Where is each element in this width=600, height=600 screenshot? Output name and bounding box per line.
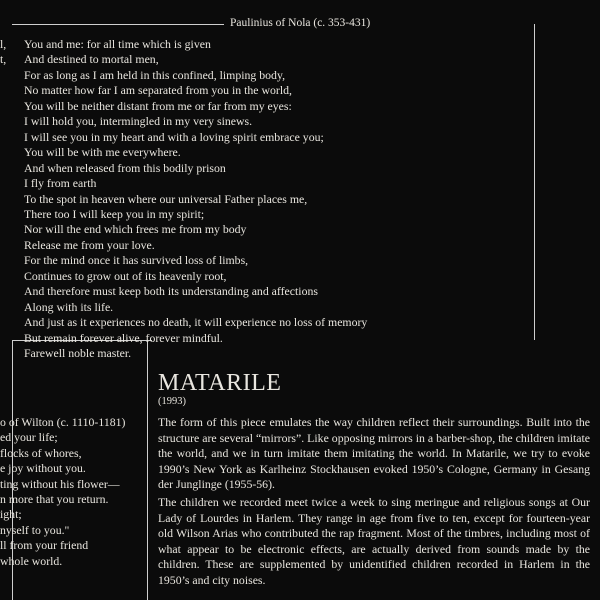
section-title: MATARILE bbox=[158, 370, 282, 396]
poem-line: You and me: for all time which is given bbox=[24, 37, 211, 51]
fragment-line: e joy without you. bbox=[0, 461, 86, 476]
margin-fragment: t, bbox=[0, 52, 7, 67]
body-paragraph: The form of this piece emulates the way children reflect their surroundings. Built into the structure are several “mirrors”. Like opposing mirrors in a barber-shop, the children imitate the world, and we in turn imitate them imitating the world. In Matarile, we try to evoke 1990’s New York as Karlheinz Stockhausen evoked 1950’s Cologne, Germany in Gesang der Junglinge (1955-56). bbox=[158, 415, 590, 491]
poem-line: And destined to mortal men, bbox=[24, 52, 159, 67]
left-poem-fragment bbox=[0, 415, 125, 569]
fragment-line: ed your life; bbox=[0, 430, 58, 445]
fragment-line: n more that you return. bbox=[0, 492, 109, 507]
poem-line: I will see you in my heart and with a loving spirit embrace you; bbox=[24, 129, 324, 144]
poem-line: To the spot in heaven where our universal Father places me, bbox=[24, 191, 308, 206]
poem-line: Farewell noble master. bbox=[24, 346, 132, 361]
body-paragraph: The children we recorded meet twice a week to sing meringue and religious songs at Our Lady of Lourdes in Harlem. They range in age from five to ten, except for fourteen-year old Wilson Arias who contributed the rap fragment. Most of the timbres, including most of what appear to be electronic effects, are actually derived from sounds made by the children. These are supplemented by unidentified children recorded in Harlem in the 1950’s and city noises. bbox=[158, 495, 590, 587]
poem-line: You will be with me everywhere. bbox=[24, 145, 181, 160]
section-year: (1993) bbox=[158, 396, 186, 407]
poem-line: I will hold you, intermingled in my very sinews. bbox=[24, 114, 253, 129]
poem-text bbox=[24, 37, 367, 362]
poem-line: You will be neither distant from me or far from my eyes: bbox=[24, 98, 292, 113]
poem-line: Continues to grow out of its heavenly root, bbox=[24, 268, 227, 283]
fragment-line: nyself to you." bbox=[0, 522, 70, 537]
poem-line: And when released from this bodily prison bbox=[24, 160, 226, 175]
attribution-rule bbox=[12, 24, 224, 25]
poem-line: Along with its life. bbox=[24, 299, 114, 314]
center-divider-line bbox=[147, 340, 148, 600]
poem-line: But remain forever alive, forever mindful. bbox=[24, 330, 223, 345]
margin-fragment: l, bbox=[0, 37, 7, 51]
poem-attribution: Paulinius of Nola (c. 353-431) bbox=[230, 17, 371, 29]
poem-line: No matter how far I am separated from you in the world, bbox=[24, 83, 292, 98]
fragment-line: ting without his flower— bbox=[0, 476, 120, 491]
poem-line: Nor will the end which frees me from my body bbox=[24, 222, 247, 237]
right-frame-line bbox=[534, 24, 535, 340]
poem-line: For as long as I am held in this confined, limping body, bbox=[24, 67, 286, 82]
margin-fragments bbox=[0, 37, 6, 68]
fragment-line: ight; bbox=[0, 507, 22, 522]
fragment-line: o of Wilton (c. 1110-1181) bbox=[0, 415, 126, 429]
fragment-line: ll from your friend bbox=[0, 538, 89, 553]
poem-line: I fly from earth bbox=[24, 176, 97, 191]
fragment-line: whole world. bbox=[0, 553, 63, 568]
poem-line: And just as it experiences no death, it will experience no loss of memory bbox=[24, 315, 368, 330]
poem-line: And therefore must keep both its understanding and affections bbox=[24, 284, 318, 299]
poem-line: Release me from your love. bbox=[24, 237, 155, 252]
poem-line: For the mind once it has survived loss of limbs, bbox=[24, 253, 249, 268]
fragment-line: flocks of whores, bbox=[0, 445, 82, 460]
poem-line: There too I will keep you in my spirit; bbox=[24, 206, 205, 221]
